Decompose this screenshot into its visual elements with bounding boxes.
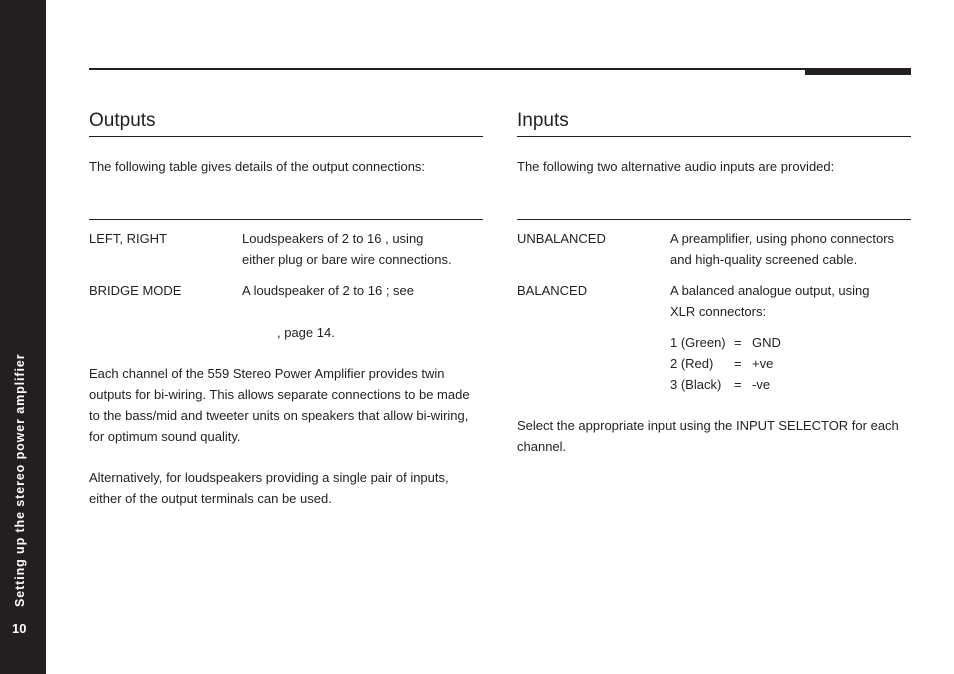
xlr-pin-label: 3 (Black) <box>670 377 722 392</box>
output-row-name: LEFT, RIGHT <box>89 231 168 246</box>
inputs-heading-rule <box>517 136 911 137</box>
xlr-pin-signal: GND <box>752 335 781 350</box>
xlr-pin-label: 1 (Green) <box>670 335 726 350</box>
outputs-paragraph: Alternatively, for loudspeakers providing a single pair of inputs, either of the output terminals can be used. <box>89 470 449 506</box>
output-row-desc-line: Loudspeakers of 2 to 16 , using <box>242 231 424 246</box>
top-rule <box>89 68 911 70</box>
xlr-pin-label: 2 (Red) <box>670 356 714 371</box>
outputs-intro: The following table gives details of the output connections: <box>89 159 426 174</box>
inputs-closing-paragraph: Select the appropriate input using the INPUT SELECTOR for each channel. <box>517 418 899 454</box>
output-row-desc-line: , page 14. <box>277 325 335 340</box>
outputs-paragraph: Each channel of the 559 Stereo Power Amplifier provides twin outputs for bi-wiring. This allows separate connections to be made to the bass/mid and tweeter units on speakers that allow bi-wiring, for optimum sound quality. <box>89 366 470 444</box>
inputs-table-rule <box>517 219 911 220</box>
xlr-pin-equals: = <box>734 356 742 371</box>
outputs-heading-rule <box>89 136 483 137</box>
sidebar <box>0 0 46 674</box>
page-number: 10 <box>12 621 27 636</box>
inputs-intro: The following two alternative audio inputs are provided: <box>517 159 835 174</box>
inputs-heading: Inputs <box>517 110 569 131</box>
input-row-name: UNBALANCED <box>517 231 606 246</box>
output-row-desc-line: either plug or bare wire connections. <box>242 252 452 267</box>
input-row-desc-line: A balanced analogue output, using <box>670 283 870 298</box>
section-title-vertical: Setting up the stereo power amplifier <box>13 353 27 607</box>
output-row-desc-line: A loudspeaker of 2 to 16 ; see <box>242 283 415 298</box>
xlr-pin-signal: +ve <box>752 356 774 371</box>
outputs-heading: Outputs <box>89 110 156 131</box>
outputs-table-rule <box>89 219 483 220</box>
output-row-name: BRIDGE MODE <box>89 283 182 298</box>
top-rule-tab <box>805 68 911 75</box>
input-row-desc-line: and high-quality screened cable. <box>670 252 858 267</box>
input-row-desc-line: XLR connectors: <box>670 304 767 319</box>
input-row-name: BALANCED <box>517 283 588 298</box>
xlr-pin-equals: = <box>734 335 742 350</box>
xlr-pin-signal: -ve <box>752 377 771 392</box>
input-row-desc-line: A preamplifier, using phono connectors <box>670 231 895 246</box>
xlr-pin-equals: = <box>734 377 742 392</box>
